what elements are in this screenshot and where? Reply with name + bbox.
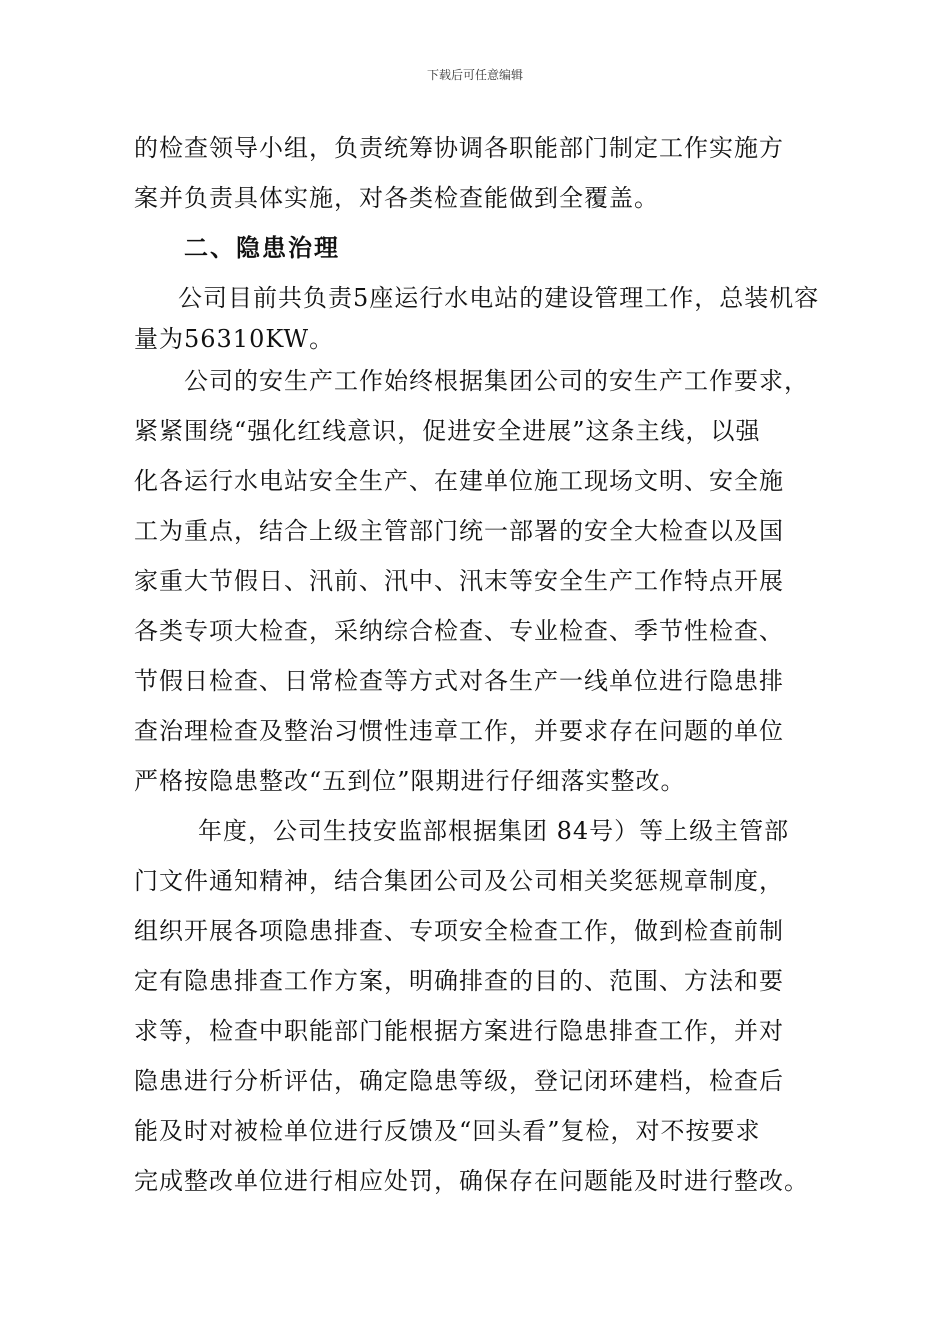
body-line: 工为重点，结合上级主管部门统一部署的安全大检查以及国: [134, 517, 784, 545]
body-line: 组织开展各项隐患排查、专项安全检查工作，做到检查前制: [134, 917, 784, 945]
section-heading: 二、隐患治理: [184, 234, 340, 262]
body-line: 各类专项大检查，采纳综合检查、专业检查、季节性检查、: [134, 617, 784, 645]
body-line: 案并负责具体实施，对各类检查能做到全覆盖。: [134, 184, 659, 212]
body-line: 隐患进行分析评估，确定隐患等级，登记闭环建档，检查后: [134, 1067, 784, 1095]
body-line: 公司目前共负责5座运行水电站的建设管理工作，总装机容: [178, 284, 820, 312]
body-line: 紧紧围绕“强化红线意识，促进安全进展”这条主线，以强: [134, 417, 761, 445]
body-line: 的检查领导小组，负责统筹协调各职能部门制定工作实施方: [134, 134, 784, 162]
body-line: 能及时对被检单位进行反馈及“回头看”复检，对不按要求: [134, 1117, 761, 1145]
body-line: 查治理检查及整治习惯性违章工作，并要求存在问题的单位: [134, 717, 784, 745]
body-line: 化各运行水电站安全生产、在建单位施工现场文明、安全施: [134, 467, 784, 495]
body-line: 门文件通知精神，结合集团公司及公司相关奖惩规章制度，: [134, 867, 784, 895]
body-line: 定有隐患排查工作方案，明确排查的目的、范围、方法和要: [134, 967, 784, 995]
body-line: 节假日检查、日常检查等方式对各生产一线单位进行隐患排: [134, 667, 784, 695]
body-line: 家重大节假日、汛前、汛中、汛末等安全生产工作特点开展: [134, 567, 784, 595]
body-line: 年度，公司生技安监部根据集团 84号）等上级主管部: [198, 817, 790, 845]
body-line: 求等，检查中职能部门能根据方案进行隐患排查工作，并对: [134, 1017, 784, 1045]
body-line: 完成整改单位进行相应处罚，确保存在问题能及时进行整改。: [134, 1167, 809, 1195]
body-line: 公司的安生产工作始终根据集团公司的安生产工作要求，: [184, 367, 809, 395]
body-line: 严格按隐患整改“五到位”限期进行仔细落实整改。: [134, 767, 686, 795]
page-header-note: 下载后可任意编辑: [426, 68, 523, 82]
body-line: 量为56310KW。: [134, 325, 335, 353]
